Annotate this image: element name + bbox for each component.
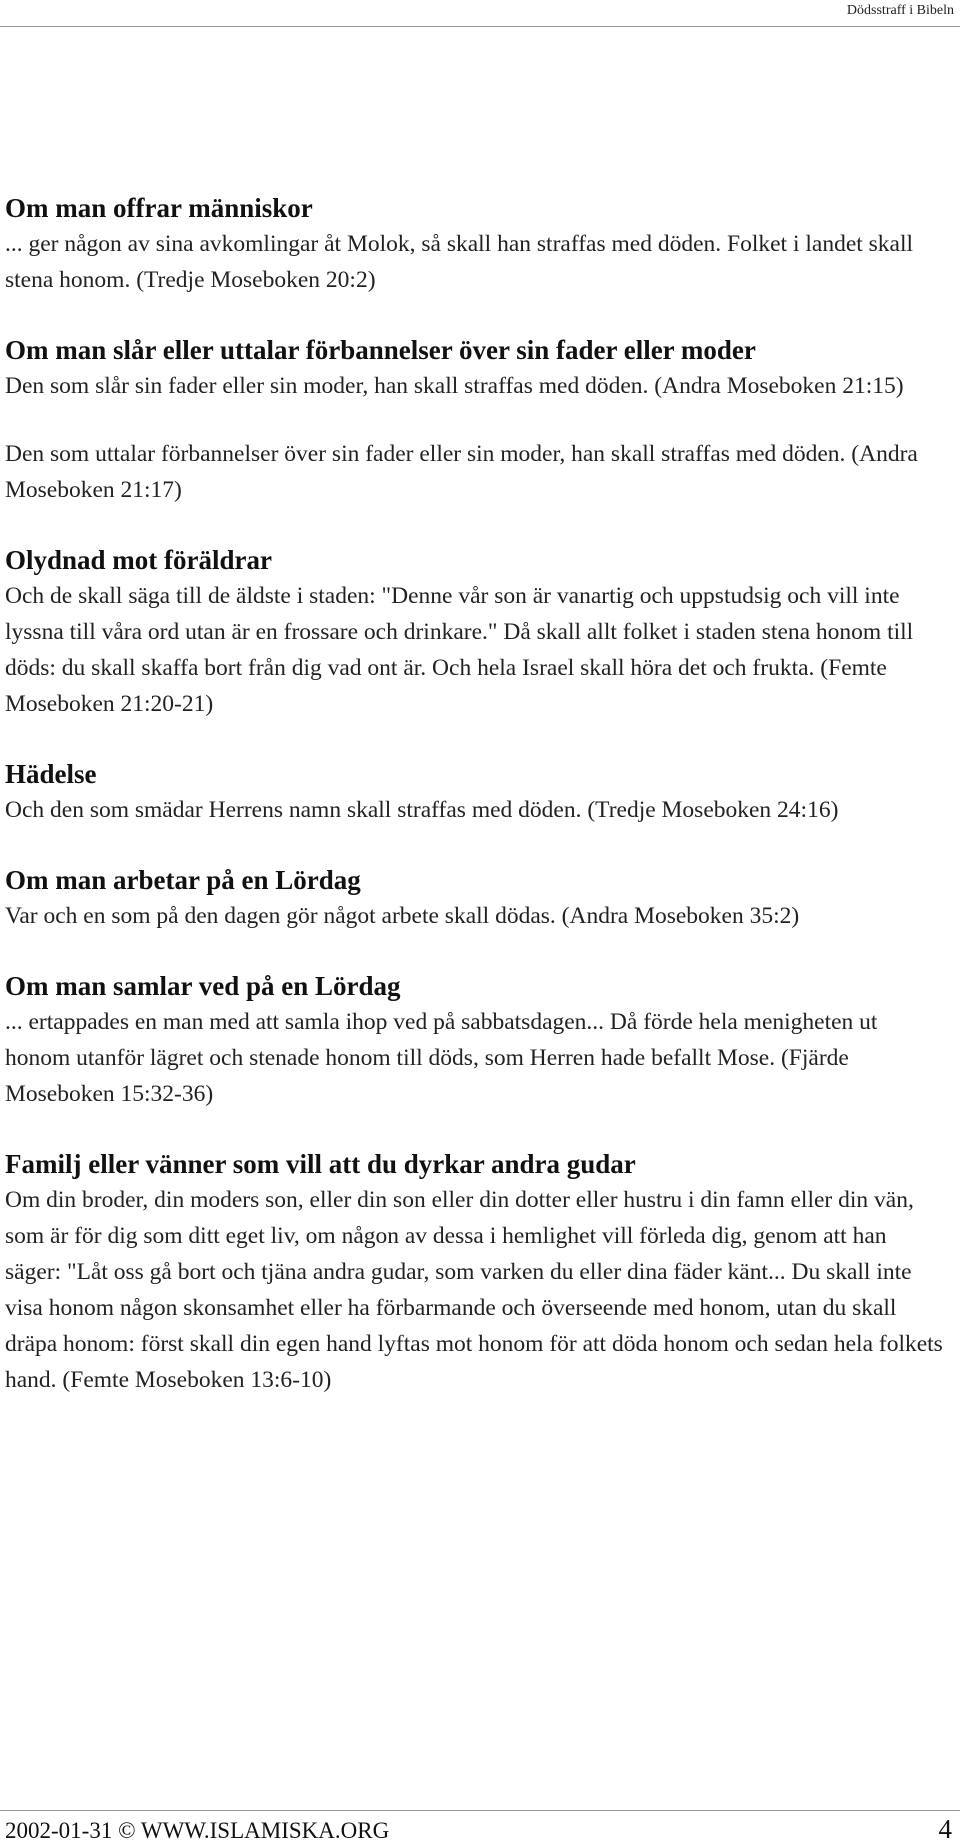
section-paragraph: Var och en som på den dagen gör något arbete skall dödas. (Andra Moseboken 35:2): [5, 903, 800, 929]
section-cursing-parents: [5, 332, 945, 508]
section-heading: Om man slår eller uttalar förbannelser över sin fader eller moder: [5, 335, 756, 365]
section-heading: Olydnad mot föräldrar: [5, 545, 272, 575]
section-heading: Om man arbetar på en Lördag: [5, 865, 361, 895]
page-footer: [0, 1810, 960, 1847]
section-heading: Om man offrar människor: [5, 193, 313, 223]
section-other-gods: [5, 1146, 945, 1398]
section-paragraph: ... ertappades en man med att samla ihop ved på sabbatsdagen... Då förde hela menigheten ut honom utanför lägret och stenade honom till döds, som Herren hade befallt Mose. (Fjärde Moseboken 15:32-36): [5, 1009, 878, 1107]
document-body: [5, 190, 945, 1398]
section-heading: Hädelse: [5, 759, 97, 789]
section-disobedience: [5, 542, 945, 722]
section-human-sacrifice: [5, 190, 945, 298]
section-paragraph: Om din broder, din moders son, eller din son eller din dotter eller hustru i din famn eller din vän, som är för dig som ditt eget liv, om någon av dessa i hemlighet vill förleda dig, genom att han säger: "Låt oss gå bort och tjäna andra gudar, som varken du eller dina fäder känt... Du skall inte visa honom någon skonsamhet eller ha förbarmande och överseende med honom, utan du skall dräpa honom: först skall din egen hand lyftas mot honom för att döda honom och sedan hela folkets hand. (Femte Moseboken 13:6-10): [5, 1187, 943, 1393]
page-number: 4: [938, 1814, 952, 1844]
section-paragraph: Och de skall säga till de äldste i staden: "Denne vår son är vanartig och uppstudsig och vill inte lyssna till våra ord utan är en frossare och drinkare." Då skall allt folket i staden stena honom till döds: du skall skaffa bort från dig vad ont är. Och hela Israel skall höra det och frukta. (Femte Moseboken 21:20-21): [5, 583, 914, 717]
section-heading: Familj eller vänner som vill att du dyrkar andra gudar: [5, 1149, 636, 1179]
section-paragraph: Den som uttalar förbannelser över sin fader eller sin moder, han skall straffas med döden. (Andra Moseboken 21:17): [5, 441, 918, 503]
footer-copyright: 2002-01-31 © WWW.ISLAMISKA.ORG: [5, 1818, 390, 1843]
section-working-saturday: [5, 862, 945, 934]
section-blasphemy: [5, 756, 945, 828]
section-paragraph: Den som slår sin fader eller sin moder, han skall straffas med döden. (Andra Moseboken 21:15): [5, 373, 904, 399]
section-heading: Om man samlar ved på en Lördag: [5, 971, 401, 1001]
running-header: [0, 0, 960, 27]
section-paragraph: Och den som smädar Herrens namn skall straffas med döden. (Tredje Moseboken 24:16): [5, 797, 839, 823]
section-paragraph: ... ger någon av sina avkomlingar åt Molok, så skall han straffas med döden. Folket i landet skall stena honom. (Tredje Moseboken 20:2): [5, 231, 914, 293]
running-title: Dödsstraff i Bibeln: [846, 3, 954, 18]
section-gathering-wood: [5, 968, 945, 1112]
